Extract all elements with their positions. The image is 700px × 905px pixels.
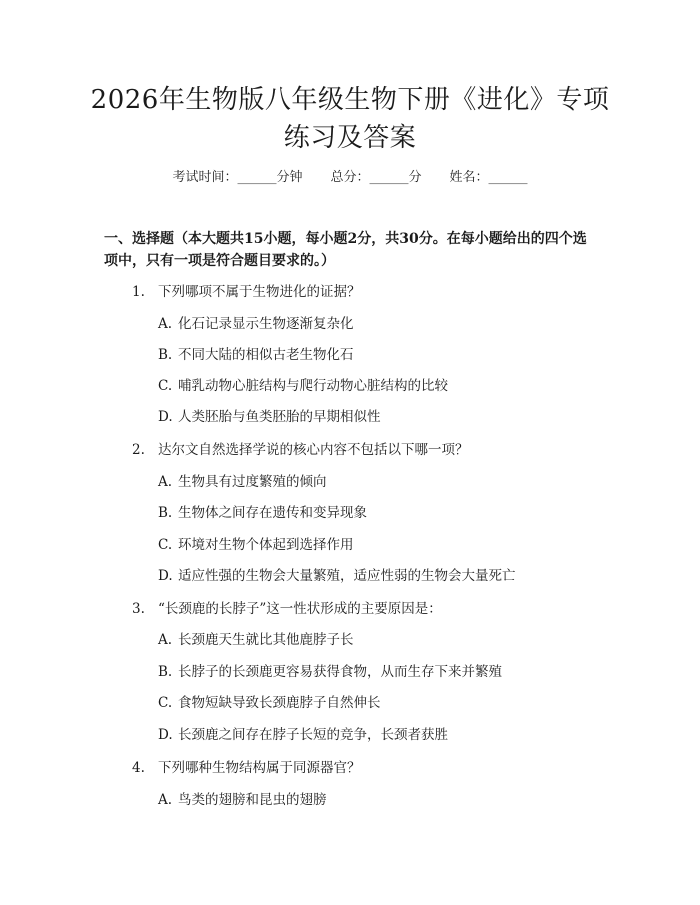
question-number: 3. bbox=[132, 601, 145, 617]
question-number: 1. bbox=[132, 284, 145, 300]
option-text: 生物具有过度繁殖的倾向 bbox=[178, 474, 327, 490]
option-text: 鸟类的翅膀和昆虫的翅膀 bbox=[178, 792, 327, 808]
question-2-option-a bbox=[158, 472, 327, 492]
option-letter: A. bbox=[158, 632, 173, 648]
exam-meta bbox=[0, 166, 700, 185]
question-2 bbox=[132, 440, 469, 460]
exam-time: 考试时间：______分钟 bbox=[172, 170, 303, 185]
question-3-option-d bbox=[158, 725, 448, 745]
question-number: 2. bbox=[132, 442, 145, 458]
question-1-option-a bbox=[158, 314, 354, 334]
question-text: 下列哪种生物结构属于同源器官？ bbox=[158, 760, 361, 776]
question-4-option-a bbox=[158, 790, 327, 810]
option-letter: B. bbox=[158, 664, 173, 680]
option-text: 人类胚胎与鱼类胚胎的早期相似性 bbox=[178, 409, 381, 425]
option-text: 化石记录显示生物逐渐复杂化 bbox=[178, 316, 354, 332]
question-1-option-b bbox=[158, 345, 354, 365]
option-letter: A. bbox=[158, 792, 173, 808]
option-text: 长颈鹿之间存在脖子长短的竞争，长颈者获胜 bbox=[178, 727, 448, 743]
option-text: 食物短缺导致长颈鹿脖子自然伸长 bbox=[178, 695, 381, 711]
section-heading-line-2: 项中，只有一项是符合题目要求的。） bbox=[104, 253, 335, 269]
option-letter: A. bbox=[158, 474, 173, 490]
question-4 bbox=[132, 758, 361, 778]
option-letter: D. bbox=[158, 568, 173, 584]
option-letter: C. bbox=[158, 695, 173, 711]
option-letter: B. bbox=[158, 505, 173, 521]
option-text: 长脖子的长颈鹿更容易获得食物，从而生存下来并繁殖 bbox=[178, 664, 502, 680]
question-2-option-c bbox=[158, 535, 354, 555]
option-letter: A. bbox=[158, 316, 173, 332]
question-1 bbox=[132, 282, 361, 302]
question-1-option-d bbox=[158, 407, 381, 427]
question-2-option-d bbox=[158, 566, 516, 586]
option-letter: D. bbox=[158, 409, 173, 425]
question-number: 4. bbox=[132, 760, 145, 776]
question-text: “长颈鹿的长脖子”这一性状形成的主要原因是： bbox=[158, 601, 442, 617]
option-letter: B. bbox=[158, 347, 173, 363]
question-2-option-b bbox=[158, 503, 367, 523]
option-letter: D. bbox=[158, 727, 173, 743]
question-1-option-c bbox=[158, 376, 448, 396]
question-text: 达尔文自然选择学说的核心内容不包括以下哪一项？ bbox=[158, 442, 469, 458]
option-text: 适应性强的生物会大量繁殖，适应性弱的生物会大量死亡 bbox=[178, 568, 516, 584]
question-text: 下列哪项不属于生物进化的证据？ bbox=[158, 284, 361, 300]
question-3 bbox=[132, 599, 442, 619]
option-letter: C. bbox=[158, 537, 173, 553]
exam-name: 姓名：______ bbox=[449, 170, 528, 185]
option-text: 不同大陆的相似古老生物化石 bbox=[178, 347, 354, 363]
exam-total-score: 总分：______分 bbox=[330, 170, 422, 185]
question-3-option-b bbox=[158, 662, 502, 682]
option-text: 哺乳动物心脏结构与爬行动物心脏结构的比较 bbox=[178, 378, 448, 394]
question-3-option-c bbox=[158, 693, 381, 713]
option-text: 长颈鹿天生就比其他鹿脖子长 bbox=[178, 632, 354, 648]
page-title-line-1: 2026年生物版八年级生物下册《进化》专项 bbox=[90, 85, 610, 115]
question-3-option-a bbox=[158, 630, 354, 650]
section-heading-line-1: 一、选择题（本大题共15小题，每小题2分，共30分。在每小题给出的四个选 bbox=[104, 231, 587, 247]
option-text: 环境对生物个体起到选择作用 bbox=[178, 537, 354, 553]
option-text: 生物体之间存在遗传和变异现象 bbox=[178, 505, 367, 521]
page-title-line-2: 练习及答案 bbox=[283, 123, 417, 153]
option-letter: C. bbox=[158, 378, 173, 394]
